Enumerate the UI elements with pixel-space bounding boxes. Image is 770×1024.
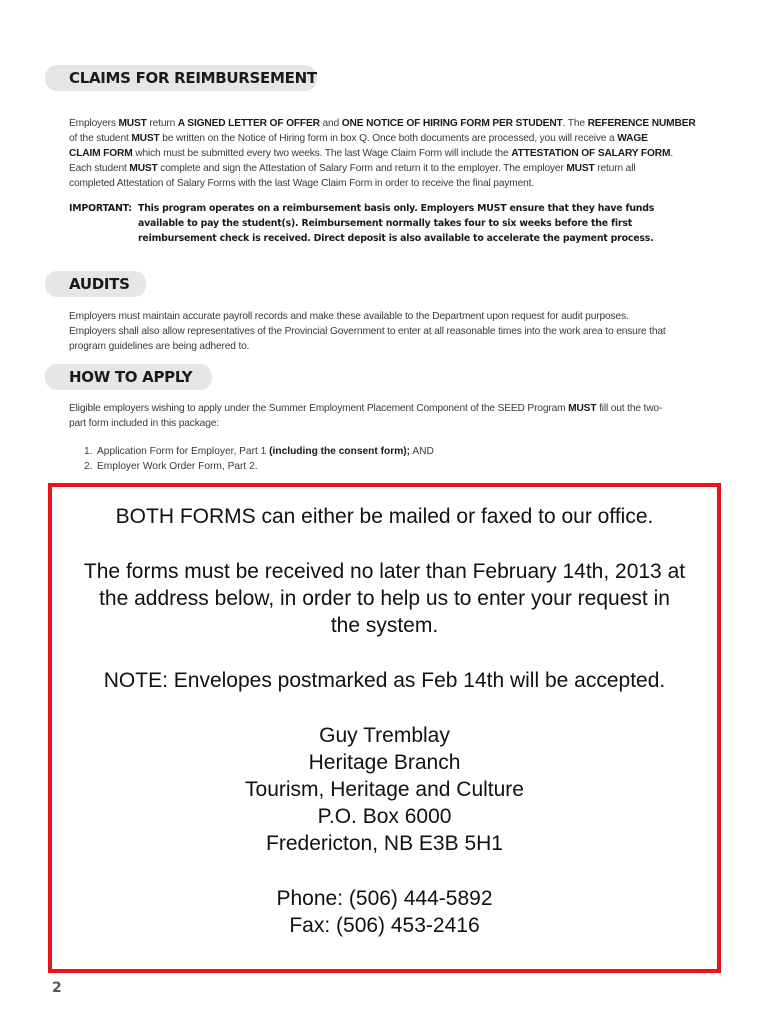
notice-line: BOTH FORMS can either be mailed or faxed to our office. [115,505,654,528]
section-heading-audits: AUDITS [45,271,146,297]
list-item: 1. Application Form for Employer, Part 1 (including the consent form); AND [84,446,434,457]
address-line: Heritage Branch [308,751,461,774]
address-line: Fredericton, NB E3B 5H1 [266,832,503,855]
phone-number: Phone: (506) 444-5892 [276,887,493,910]
important-label: IMPORTANT: [69,203,132,214]
page-number: 2 [52,980,62,996]
important-line: This program operates on a reimbursement basis only. Employers MUST ensure that they have funds [138,203,655,214]
audits-paragraph: Employers must maintain accurate payroll records and make these available to the Department upon request for audit purposes. Employers shall also allow representatives of the Provincial Government to enter at all reasonable times into the work area to ensure that program guidelines are being adhered to. [69,311,666,352]
important-note [69,201,709,247]
section-heading-how-to-apply: HOW TO APPLY [45,364,212,390]
important-line: reimbursement check is received. Direct deposit is also available to accelerate the payment process. [138,233,654,244]
address-line: Tourism, Heritage and Culture [245,778,524,801]
notice-box [48,483,721,973]
section-heading-claims: CLAIMS FOR REIMBURSEMENT [45,65,317,91]
notice-line: the system. [330,614,439,637]
notice-note: NOTE: Envelopes postmarked as Feb 14th will be accepted. [103,669,666,692]
how-to-apply-paragraph: Eligible employers wishing to apply under the Summer Employment Placement Component of the SEED Program MUST fill out the two- part form included in this package: [69,403,663,429]
fax-number: Fax: (506) 453-2416 [289,914,480,937]
address-line: P.O. Box 6000 [317,805,452,828]
notice-line: The forms must be received no later than February 14th, 2013 at [83,560,686,583]
claims-paragraph: Employers MUST return A SIGNED LETTER OF OFFER and ONE NOTICE OF HIRING FORM PER STUDENT. The REFERENCE NUMBER of the student MUST be written on the Notice of Hiring form in box Q. Once both documents are processed, you will receive a WAGE CLAIM FORM which must be submitted every two weeks. The last Wage Claim Form will include the ATTESTATION OF SALARY FORM. Each student MUST complete and sign the Attestation of Salary Form and return it to the employer. The employer MUST return all completed Attestation of Salary Forms with the last Wage Claim Form in order to receive the final payment. [69,118,696,189]
list-item: 2. Employer Work Order Form, Part 2. [84,461,258,472]
important-line: available to pay the student(s). Reimbursement normally takes four to six weeks before the first [138,218,632,229]
form-list [84,444,434,474]
address-name: Guy Tremblay [319,724,450,747]
notice-line: the address below, in order to help us to enter your request in [99,587,670,610]
